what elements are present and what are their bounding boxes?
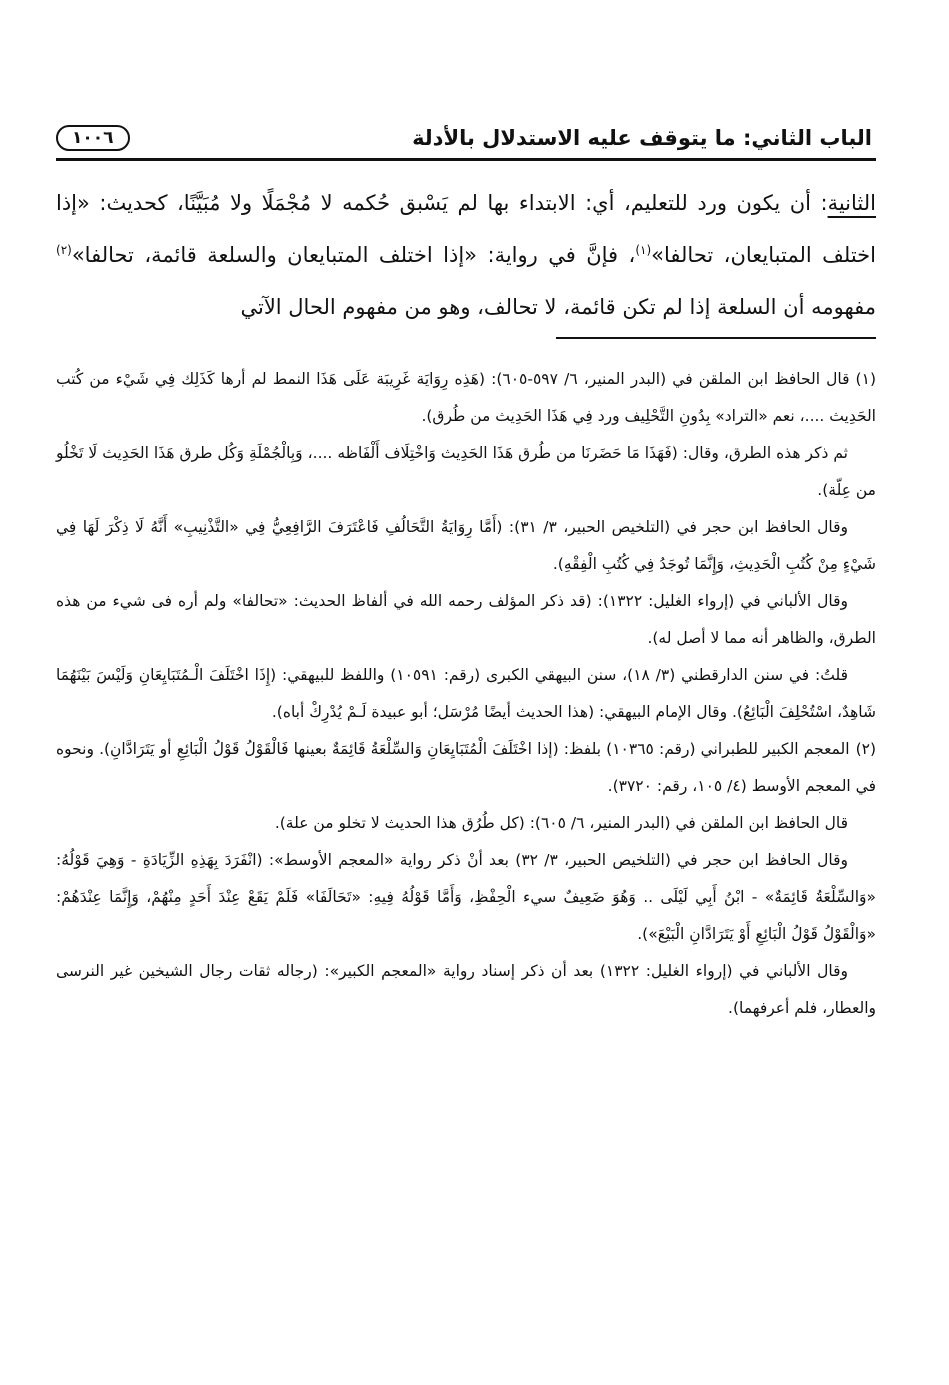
footnote-2-paragraph-2: قال الحافظ ابن الملقن في (البدر المنير، ٦/ ٦٠٥): (كل طُرُق هذا الحديث لا تخلو من علة). [274, 814, 848, 832]
footnote-1-paragraph-4: وقال الألباني في (إرواء الغليل: ١٣٢٢): (قد ذكر المؤلف رحمه الله في ألفاظ الحديث: «تحالفا» ولم أره فى شيء من هذه الطرق، والظاهر أنه مما لا أصل له). [56, 592, 876, 647]
footnote-ref-1[interactable]: (١) [635, 243, 652, 257]
page-header [56, 118, 876, 161]
footnote-divider [556, 337, 876, 339]
footnote-1-paragraph-3: وقال الحافظ ابن حجر في (التلخيص الحبير، ٣/ ٣١): (أَمَّا رِوَايَةُ التَّحَالُفِ فَاعْتَرَفَ الرَّافِعِيُّ فِي «التَّذْنِيبِ» أَنَّهُ لَا ذِكْرَ لَهَا فِي شَيْءٍ مِنْ كُتُبِ الْحَدِيثِ، وَإِنَّمَا تُوجَدُ فِي كُتُبِ الْفِقْهِ). [56, 518, 876, 573]
footnote-2-paragraph-1 [56, 731, 876, 805]
footnote-1-paragraph-1 [56, 361, 876, 435]
footnote-2-text-1: المعجم الكبير للطبراني (رقم: ١٠٣٦٥) بلفظ: (إذا اخْتَلَفَ الْمُتَبَايِعَانِ وَالسِّلْعَةُ قَائِمَةٌ بعينها فَالْقَوْلُ قَوْلُ الْبَائِعِ أو يَتَرَادَّانِ). ونحوه في المعجم الأوسط (٤/ ١٠٥، رقم: ٣٧٢٠). [56, 740, 876, 795]
footnotes-section [56, 361, 876, 1027]
footnote-2-paragraph-4: وقال الألباني في (إرواء الغليل: ١٣٢٢) بعد أن ذكر إسناد رواية «المعجم الكبير»: (رجاله ثقات رجال الشيخين غير النرسى والعطار، فلم أعرفهما). [56, 962, 876, 1017]
lead-word: الثانية [827, 191, 876, 215]
footnote-1-number: (١) [855, 370, 876, 388]
main-text-part-3: مفهومه أن السلعة إذا لم تكن قائمة، لا تحالف، وهو من مفهوم الحال الآتي [240, 295, 876, 319]
footnote-2 [56, 731, 876, 1027]
footnote-1-text-1: قال الحافظ ابن الملقن في (البدر المنير، ٦/ ٥٩٧-٦٠٥): (هَذِه رِوَايَة غَرِيبَة عَلَى هَذَا النمط لم أرها كَذَلِك فِي شَيْء من كُتب الحَدِيث ....، نعم «التراد» بِدُونِ التَّحْلِيف ورد فِي هَذَا الحَدِيث من طُرق). [56, 370, 876, 425]
footnote-1 [56, 361, 876, 731]
main-text-part-2: ، فإنَّ في رواية: «إذا اختلف المتبايعان والسلعة قائمة، تحالفا» [71, 243, 636, 267]
footnote-1-paragraph-2: ثم ذكر هذه الطرق، وقال: (فَهَذَا مَا حَضَرنَا من طُرق هَذَا الحَدِيث وَاخْتِلَاف أَلْفَاظه ....، وَبِالْجُمْلَةِ وَكُل طرق هَذَا الحَدِيث لَا تَخْلُو من عِلّة). [56, 444, 876, 499]
page-number-badge: ١٠٠٦ [56, 125, 130, 151]
book-page [56, 118, 876, 1338]
main-text-part-1: : أن يكون ورد للتعليم، أي: الابتداء بها لم يَسْبق حُكمه لا مُجْمَلًا ولا مُبَيَّنًا، كحديث: «إذا اختلف المتبايعان، تحالفا» [56, 191, 876, 267]
footnote-2-number: (٢) [855, 740, 877, 758]
footnote-1-paragraph-5: قلتُ: في سنن الدارقطني (٣/ ١٨)، سنن البيهقي الكبرى (رقم: ١٠٥٩١) واللفظ للبيهقي: (إِذَا اخْتَلَفَ الْـمُتَبَايِعَانِ وَلَيْسَ بَيْنَهُمَا شَاهِدٌ، اسْتُحْلِفَ الْبَائِعُ). وقال الإمام البيهقي: (هذا الحديث أيضًا مُرْسَل؛ أبو عبيدة لَـمْ يُدْرِكْ أباه). [56, 666, 876, 721]
running-title: الباب الثاني: ما يتوقف عليه الاستدلال بالأدلة [412, 126, 872, 150]
main-body-text [56, 177, 876, 333]
footnote-2-paragraph-3: وقال الحافظ ابن حجر في (التلخيص الحبير، ٣/ ٣٢) بعد أنْ ذكر رواية «المعجم الأوسط»: (انْفَرَدَ بِهَذِهِ الزِّيَادَةِ - وَهِيَ قَوْلُهُ: «وَالسِّلْعَةُ قَائِمَةٌ» - ابْنُ أَبِي لَيْلَى .. وَهُوَ ضَعِيفٌ سيء الْحِفْظِ، وَأَمَّا قَوْلُهُ فِيهِ: «تَحَالَفَا» فَلَمْ يَقَعْ عِنْدَ أَحَدٍ مِنْهُمْ، وَإِنَّمَا عِنْدَهُمْ: «وَالْقَوْلُ قَوْلُ الْبَائِعِ أَوْ يَتَرَادَّانِ الْبَيْعَ»). [56, 851, 876, 943]
footnote-ref-2[interactable]: (٢) [56, 243, 72, 257]
